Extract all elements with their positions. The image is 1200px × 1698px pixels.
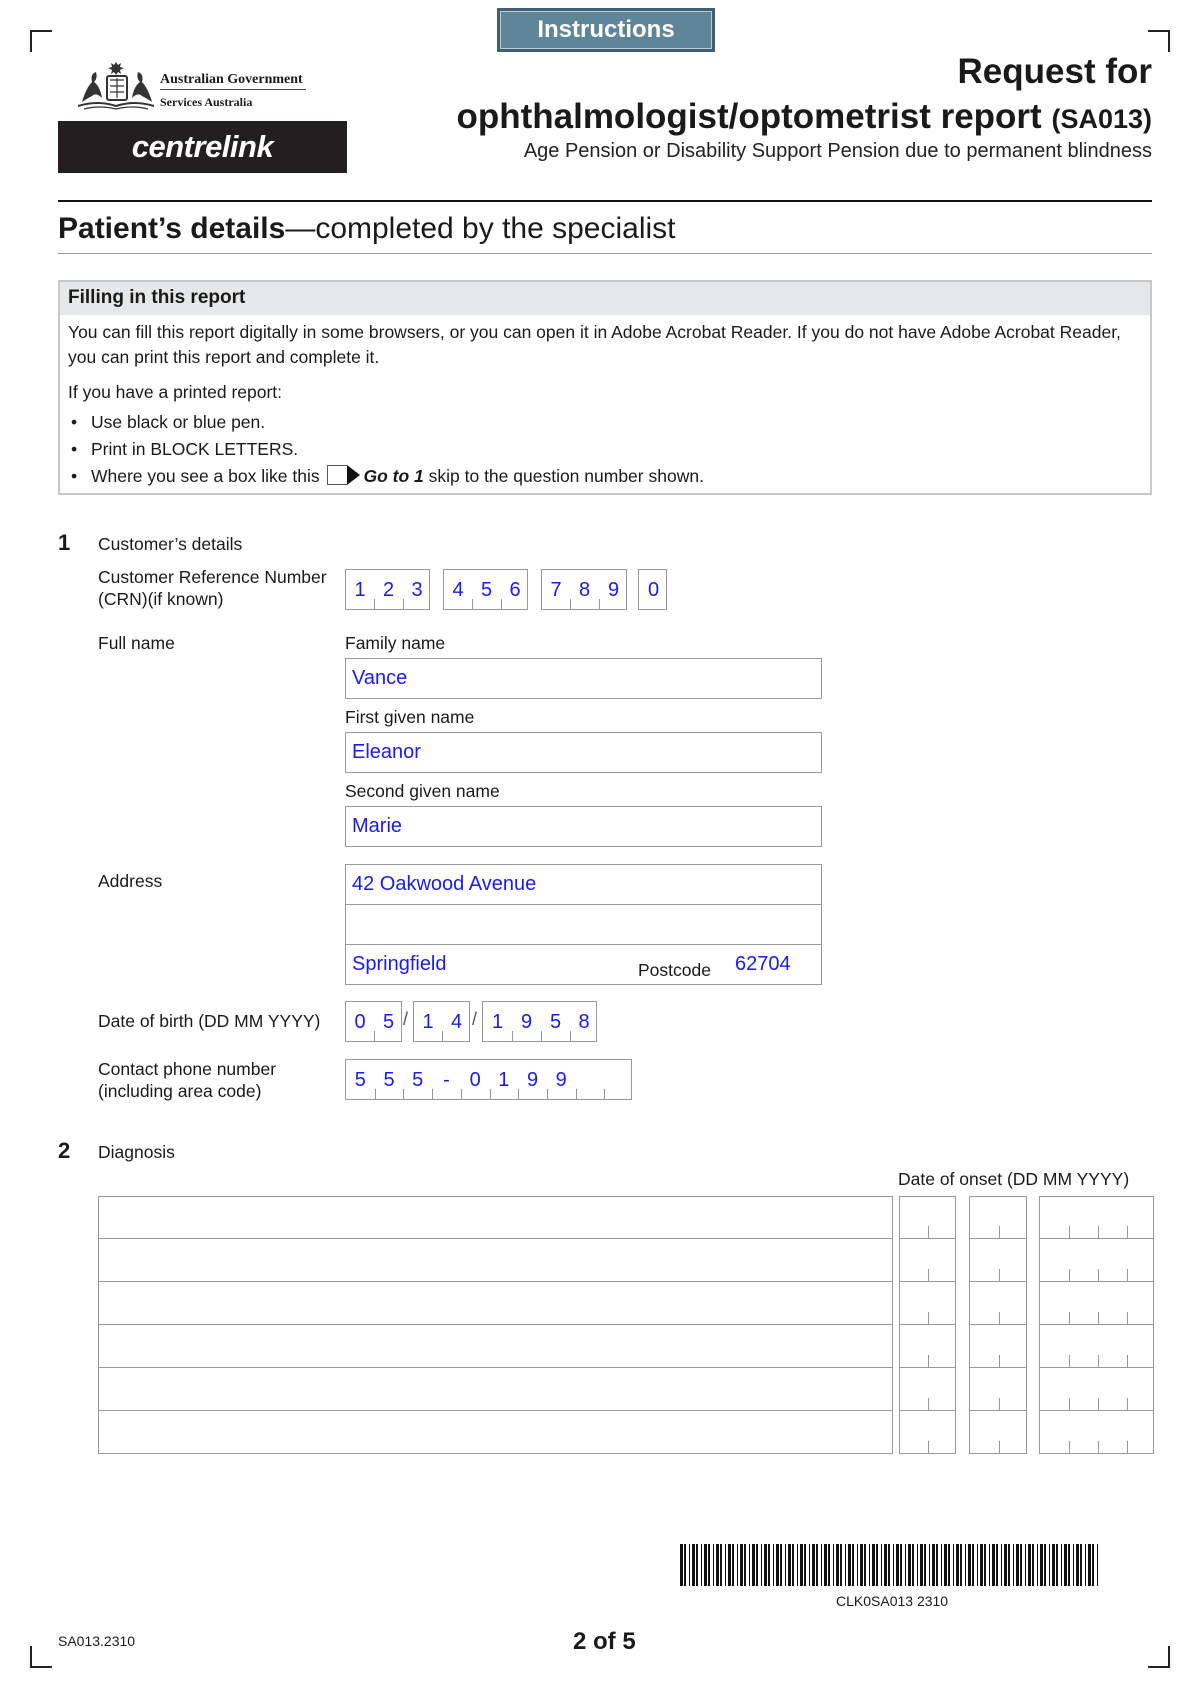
bullet3-post: skip to the question number shown.: [428, 466, 704, 486]
onset-year-field[interactable]: [1039, 1239, 1154, 1282]
phone-digit: 5: [354, 1069, 366, 1091]
crn-field-group-2[interactable]: [443, 569, 528, 610]
crn-field-group-4[interactable]: [638, 569, 667, 610]
diagnosis-row[interactable]: [98, 1239, 893, 1282]
header-divider: [58, 200, 1152, 202]
onset-day-field[interactable]: [899, 1282, 956, 1325]
onset-day-field[interactable]: [899, 1411, 956, 1454]
phone-digit: -: [443, 1069, 450, 1091]
postcode-label: Postcode: [638, 960, 711, 980]
first-name-field[interactable]: [345, 732, 822, 773]
onset-day-field[interactable]: [899, 1196, 956, 1239]
crn-digit: 0: [647, 579, 660, 601]
question-2-heading: Diagnosis: [98, 1142, 175, 1162]
onset-day-field[interactable]: [899, 1239, 956, 1282]
crn-label-line2: (CRN)(if known): [98, 589, 224, 609]
crn-digit: 7: [550, 579, 562, 601]
dob-digit: 8: [578, 1011, 590, 1033]
first-name-label: First given name: [345, 707, 475, 727]
address-line-1: 42 Oakwood Avenue: [352, 873, 537, 895]
crn-digit: 9: [607, 579, 620, 601]
crn-digit: 1: [354, 579, 366, 601]
question-2-number: 2: [58, 1138, 71, 1163]
diagnosis-row[interactable]: [98, 1282, 893, 1325]
crn-field-group-3[interactable]: [541, 569, 627, 610]
onset-date-label: Date of onset (DD MM YYYY): [898, 1169, 1130, 1189]
centrelink-logo: centrelink: [58, 121, 347, 173]
section-title-rest: —completed by the specialist: [285, 212, 676, 245]
government-name: Australian Government: [160, 72, 303, 87]
phone-digit: 1: [498, 1069, 510, 1091]
form-title-line2: [456, 97, 1152, 137]
section-title: [58, 212, 676, 246]
dob-digit: 0: [354, 1011, 366, 1033]
phone-field[interactable]: [345, 1059, 632, 1100]
goto-arrow-icon: [347, 465, 360, 485]
onset-year-field[interactable]: [1039, 1411, 1154, 1454]
info-bullet-3: [68, 463, 1142, 490]
phone-digit: 5: [412, 1069, 424, 1091]
goto-text: Go to 1: [363, 466, 424, 486]
phone-digit: [604, 1060, 633, 1099]
address-line-3: Springfield: [352, 953, 447, 975]
info-paragraph-1: You can fill this report digitally in some browsers, or you can open it in Adobe Acrobat Reader. If you do not have Adobe Acrobat Reader, you can print this report and complete it.: [68, 322, 1121, 367]
dob-digit: 1: [422, 1011, 434, 1033]
dob-separator: /: [472, 1009, 478, 1029]
crn-digit: 2: [382, 579, 395, 601]
info-bullet-2: • Print in BLOCK LETTERS.: [68, 436, 1142, 463]
dob-separator: /: [403, 1009, 409, 1029]
crop-mark-top-left: [30, 30, 52, 52]
barcode-text: CLK0SA013 2310: [836, 1593, 949, 1609]
family-name-field[interactable]: [345, 658, 822, 699]
onset-month-field[interactable]: [969, 1368, 1027, 1411]
bullet3-pre: Where you see a box like this: [91, 466, 320, 486]
crn-label-line1: Customer Reference Number: [98, 567, 327, 587]
info-paragraph-2: If you have a printed report:: [68, 382, 283, 402]
form-code: (SA013): [1051, 104, 1152, 134]
crop-mark-bottom-right: [1148, 1646, 1170, 1668]
onset-year-field[interactable]: [1039, 1325, 1154, 1368]
diagnosis-row[interactable]: [98, 1411, 893, 1454]
onset-month-field[interactable]: [969, 1196, 1027, 1239]
diagnosis-row[interactable]: [98, 1325, 893, 1368]
phone-label-line2: (including area code): [98, 1081, 262, 1101]
crn-digit: 8: [578, 579, 591, 601]
phone-digit: 5: [383, 1069, 395, 1091]
diagnosis-row[interactable]: [98, 1368, 893, 1411]
info-heading: Filling in this report: [60, 282, 1150, 315]
dob-digit: 5: [382, 1011, 395, 1033]
section-title-bold: Patient’s details: [58, 212, 286, 245]
dob-digit: 5: [549, 1011, 562, 1033]
first-name-value: Eleanor: [352, 741, 421, 763]
diagnosis-row[interactable]: [98, 1196, 893, 1239]
agency-name: Services Australia: [160, 95, 253, 109]
crn-digit: 3: [411, 579, 423, 601]
onset-year-field[interactable]: [1039, 1368, 1154, 1411]
onset-month-field[interactable]: [969, 1239, 1027, 1282]
second-name-value: Marie: [352, 815, 403, 837]
crn-digit: 4: [452, 579, 464, 601]
phone-digit: 0: [469, 1069, 481, 1091]
crn-field-group-1[interactable]: [345, 569, 430, 610]
page-number: 2 of 5: [573, 1628, 636, 1655]
onset-year-field[interactable]: [1039, 1282, 1154, 1325]
info-bullet-1: • Use black or blue pen.: [68, 409, 1142, 436]
onset-day-field[interactable]: [899, 1368, 956, 1411]
barcode: [680, 1544, 1102, 1586]
question-1-number: 1: [58, 530, 71, 555]
postcode-value: 62704: [735, 953, 791, 975]
full-name-label: Full name: [98, 633, 175, 653]
form-title-text: ophthalmologist/optometrist report: [456, 97, 1042, 136]
goto-box-icon: [327, 465, 347, 485]
form-subtitle: Age Pension or Disability Support Pension due to permanent blindness: [523, 140, 1152, 162]
address-label: Address: [98, 871, 163, 891]
dob-year-field[interactable]: [482, 1001, 597, 1042]
logo-divider: [160, 89, 306, 90]
address-field[interactable]: [345, 864, 822, 985]
form-title-line1: Request for: [957, 52, 1152, 91]
question-1-heading: Customer’s details: [98, 534, 243, 554]
onset-year-field[interactable]: [1039, 1196, 1154, 1239]
onset-month-field[interactable]: [969, 1282, 1027, 1325]
onset-month-field[interactable]: [969, 1325, 1027, 1368]
phone-digit: 9: [555, 1069, 567, 1091]
family-name-label: Family name: [345, 633, 446, 653]
onset-month-field[interactable]: [969, 1411, 1027, 1454]
form-version-code: SA013.2310: [58, 1633, 136, 1649]
phone-label-line1: Contact phone number: [98, 1059, 277, 1079]
onset-day-field[interactable]: [899, 1325, 956, 1368]
crn-digit: 6: [509, 579, 521, 601]
dob-month-field[interactable]: [413, 1001, 470, 1042]
section-divider: [58, 253, 1152, 254]
crn-digit: 5: [480, 579, 493, 601]
phone-digit: [576, 1060, 605, 1099]
family-name-value: Vance: [352, 667, 408, 689]
dob-digit: 1: [491, 1011, 504, 1033]
filling-instructions-box: [58, 280, 1152, 495]
dob-digit: 9: [520, 1011, 533, 1033]
second-name-field[interactable]: [345, 806, 822, 847]
crop-mark-top-right: [1148, 30, 1170, 52]
dob-digit: 4: [450, 1011, 463, 1033]
phone-digit: 9: [526, 1069, 539, 1091]
crop-mark-bottom-left: [30, 1646, 52, 1668]
dob-label: Date of birth (DD MM YYYY): [98, 1011, 321, 1031]
dob-day-field[interactable]: [345, 1001, 402, 1042]
second-name-label: Second given name: [345, 781, 500, 801]
instructions-button[interactable]: Instructions: [497, 8, 715, 52]
